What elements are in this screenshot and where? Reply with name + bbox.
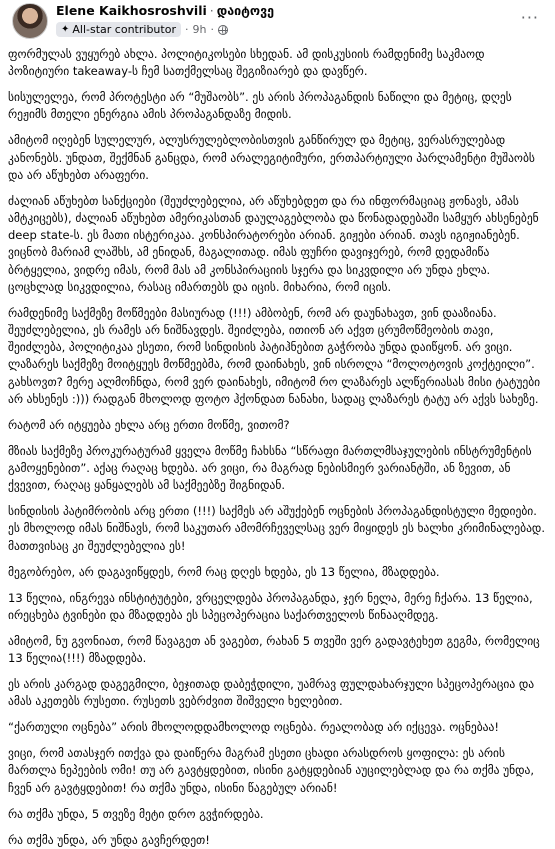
- post-paragraph: “ქართული ოცნება” არის მხოლოდდამხოლოდ ოცნება. რეალობად არ იქცევა. ოცნებაა!: [8, 720, 499, 735]
- author-avatar[interactable]: [12, 3, 48, 39]
- author-name[interactable]: Elene Kaikhosroshvili: [56, 3, 207, 18]
- post-paragraph: ფორმულას ვუყურებ ახლა. პოლიტიკოსები სხედან. ამ დისკუსიის რამდენიმე საკმაოდ პოზიტიური takeaway-ს ჩემ სათქმელსაც შეგიზიარებ და დავწერ.: [8, 47, 485, 79]
- post-header: [6, 0, 549, 42]
- separator: ·: [209, 3, 214, 18]
- post-paragraph: ვიცი, რომ ათასჯერ ითქვა და დაიწერა მაგრამ ესეთი ცხადი არასდროს ყოფილა: ეს არის მართლა ნეპეების ომი! თუ არ გავტყდებით, ისინი გატყდებიან აუცილებლად და რა თქმა უნდა, ჩვენ არ გავტყდებით! რა თქმა უნდა, ისინი წაგებულ არიან!: [8, 746, 535, 795]
- badge-label: All-star contributor: [72, 23, 176, 36]
- dot-separator: ·: [184, 23, 189, 36]
- post-paragraph: რატომ არ იტყუება ეხლა არც ერთი მოწმე, ვითომ?: [8, 417, 290, 432]
- follow-link[interactable]: დაიტოვე: [216, 3, 275, 18]
- post-paragraph: რა თქმა უნდა, 5 თვეზე მეტი დრო გვჭირდება.: [8, 806, 264, 821]
- post-paragraph: რა თქმა უნდა, არ უნდა გავჩერდეთ!: [8, 832, 210, 847]
- timestamp[interactable]: 9h: [192, 23, 207, 36]
- post-paragraph: მეგობრებო, არ დაგავიწყდეს, რომ რაც დღეს ხდება, ეს 13 წელია, მზადდება.: [8, 564, 440, 579]
- post-paragraph: ეს არის კარგად დაგეგმილი, ბეჯითად დაბეჭდილი, უამრავ ფულდახარჯული სპეცოპერაცია და ამას აკეთებს რუსეთი. რუსეთს ვებრძვით შიშველი ხელებით.: [8, 677, 535, 709]
- author-row: [56, 3, 274, 18]
- post-paragraph: 13 წელია, ინგრევა ინსტიტუტები, ვრცელდება პროპაგანდა, ჯერ ნელა, მერე ჩქარა. 13 წელია, ირეცხება ტვინები და მზადდება ეს სპეცოპერაცია საქართველოს წინააღმდეგ.: [8, 590, 533, 622]
- post-paragraph: სინდისის პატიმრობის არც ერთი (!!!) საქმეს არ აშუქებენ ოცნების პროპაგანდისტული მედიები. ეს მხოლოდ იმას ნიშნავს, რომ საკუთარ ამომრჩეველსაც ვერ მიყიდეს ეს ხალხი კრიმინალებად. მათთვისაც კი შეუძლებელია ეს!: [8, 504, 545, 553]
- contributor-badge[interactable]: [56, 22, 181, 37]
- post-paragraph: ამიტომ იღებენ სულელურ, ალუსრულებლობისთვის განწირულ და მეტიც, ვერასრულებად კანონებს. უნდათ, შექმნან განცდა, რომ არალეგიტიმური, ერთპარტიული პარლამენტი მუშაობს და არ აწუხებთ არაფერი.: [8, 133, 535, 182]
- globe-icon: [218, 25, 228, 35]
- post-meta: [56, 22, 228, 37]
- post-paragraph: ძალიან აწუხებთ სანქციები (შეუძლებელია, არ აწუხებდეთ და რა ინფორმაციაც ჟონავს, ამას ამტკიცებს), ძალიან აწუხებთ ამერიკასთან დაულაგებლობა და წონადადებაში სამყურ ახსენებენ deep state-ს. ეს მათი ისტერიკაა. კონსპირატორები არიან. გიჟები არიან. თავს იგიჟიანებენ. ვიცნობ მარიამ ლაშხს, ამ ენიდან, მაგალითად. იმას ფუჩრი დავიჯერებ, რომ დედამიწა ბრტყელია, ვიდრე იმას, რომ მას ამ კონსპირაციის სჯერა და სიკვდილი არ უნდა ეხლა. ცოცხლად სიკვდილია, რასაც იმართებს და იცის. მიხარია, რომ იცის.: [8, 193, 539, 294]
- post-paragraph: მზიას საქმეზე პროკურატურამ ყველა მოწმე ჩახსნა “სწრაფი მართლმსაჯულების ინსტრუმენტის გამოყენებით”. აქაც რაღაც ხდება. არ ვიცი, რა მაგრად ნებისმიერ ვარიანტში, ან ზევით, ან ქვევით, რაღაც ყანყალებს ამ საქმეებზე შიგნიდან.: [8, 443, 532, 493]
- post-body: [6, 42, 549, 849]
- star-icon: ✦: [61, 24, 70, 35]
- post-paragraph: რამდენიმე საქმეზე მოწმეები მასიურად (!!!) ამბობენ, რომ არ დაუნახავთ, ვინ დააზიანა. შეუძლებელია, ეს რამეს არ ნიშნავდეს. შეიძლება, ითიონ არ აქვთ ცრუმოწმეობის თავი, შეიძლება, პოლიტიკაა ესეთი, რომ სინდისის პატიჰნებით გაჭრობა უნდა დაიწყონ. არ ვიცი. ლაზარეს საქმეზე მოიტყუეს მოწმეებმა, რომ დაინახეს, ვინ ისროლა “მოლოტოვის კოქტეილი”. გახსოვთ? მერე ალმოჩნდა, რომ ვერ დაინახეს, იმიტომ რო ლაზარეს ალწერიასას მისი ტატუები არ ახსენეს :))) რადგან მხოლოდ ფოტო ჰქონდათ ნანახი, სადაც ლაზარეს ტატუ არ აქვს სახეზე.: [8, 305, 541, 406]
- ellipsis-icon[interactable]: ···: [520, 8, 539, 27]
- post-paragraph: ამიტომ, ნუ გვონიათ, რომ წავაგეთ ან ვაგებთ, რახან 5 თვეში ვერ გადავტეხეთ გეგმა, რომელიც 13 წელია(!!!) მზადდება.: [8, 633, 540, 666]
- post-paragraph: სისულელეა, რომ პროტესტი არ “მუშაობს”. ეს არის პროპაგანდის ნაწილი და მეტიც, დღეს რეჟიმს მთელი ენერგია ამის პროპაგანდაზე მიდის.: [8, 90, 512, 122]
- dot-separator: ·: [210, 23, 214, 36]
